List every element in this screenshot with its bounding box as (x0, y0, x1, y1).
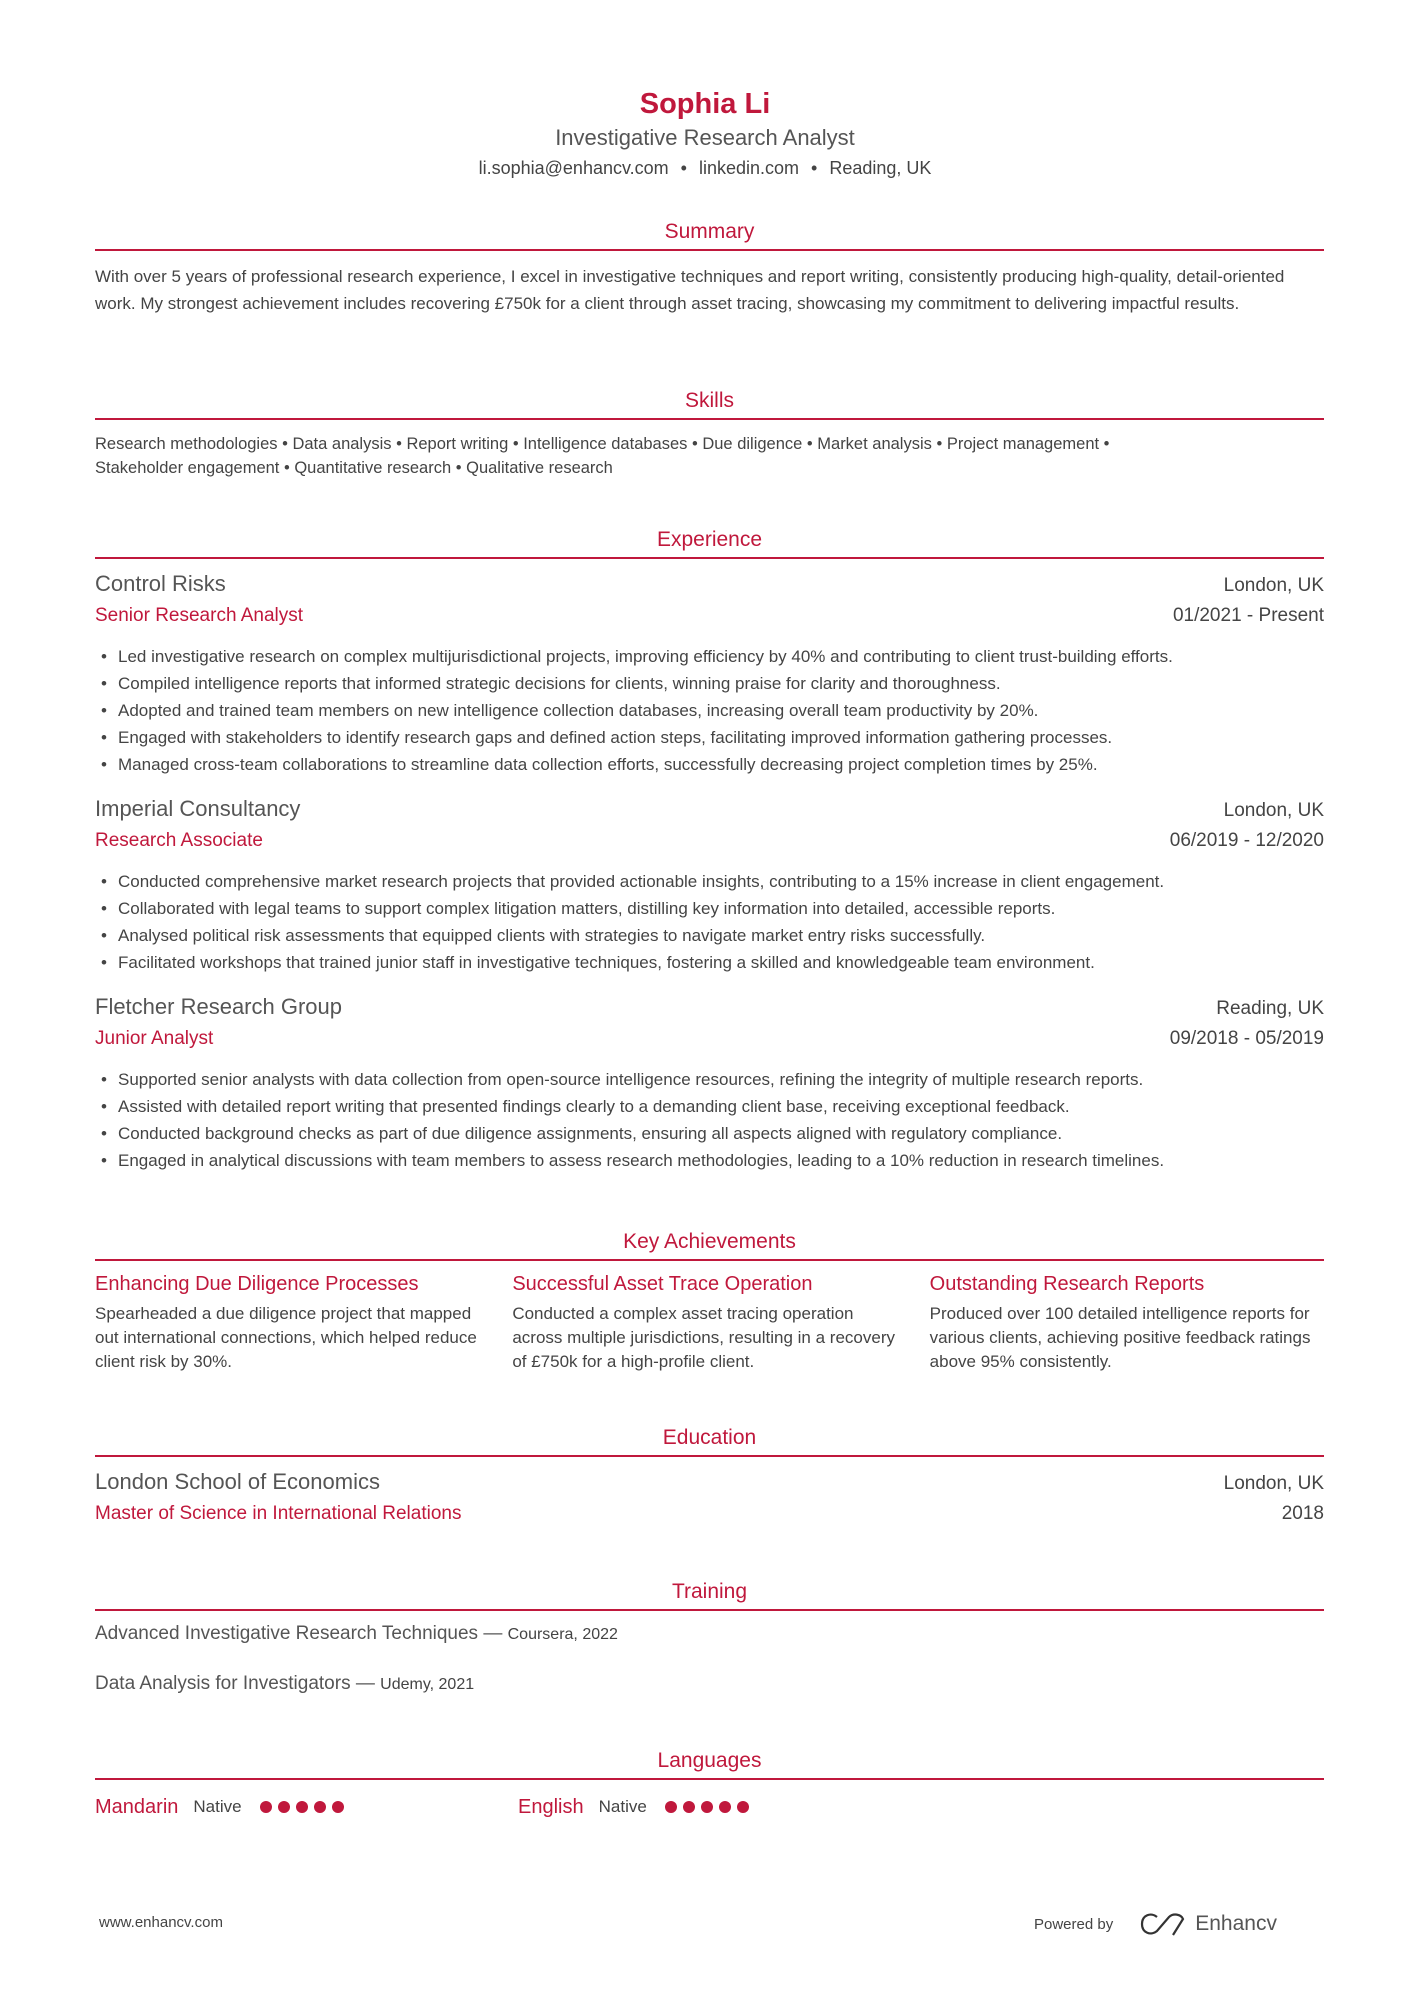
language-name: Mandarin (95, 1795, 179, 1818)
section-heading: Education (662, 1426, 757, 1449)
company-name: Fletcher Research Group (95, 994, 342, 1019)
summary-section (95, 217, 1324, 317)
separator: • (811, 158, 818, 178)
list-item (95, 868, 1324, 895)
candidate-title: Investigative Research Analyst (555, 125, 855, 150)
bullet-text: Collaborated with legal teams to support complex litigation matters, distilling key information into detailed, accessible reports. (118, 899, 1056, 918)
bullet-icon: • (101, 899, 107, 918)
section-heading: Training (671, 1580, 748, 1603)
section-heading: Summary (664, 220, 755, 243)
bullet-icon: • (101, 701, 107, 720)
school-location: London, UK (1223, 1473, 1324, 1494)
language-item (518, 1796, 941, 1819)
footer-website[interactable]: www.enhancv.com (99, 1914, 223, 1931)
job-location: London, UK (1223, 800, 1324, 821)
education-section (95, 1423, 1324, 1525)
bullet-icon: • (101, 1124, 107, 1143)
section-divider (95, 249, 1324, 251)
experience-entry (95, 994, 1324, 1174)
bullet-text: Led investigative research on complex multijurisdictional projects, improving efficiency by 40% and contributing to client trust-building efforts. (118, 647, 1173, 666)
language-item (95, 1796, 518, 1819)
language-level: Native (598, 1797, 647, 1816)
bullet-text: Compiled intelligence reports that informed strategic decisions for clients, winning praise for clarity and thoroughness. (118, 674, 1001, 693)
footer-powered-by (1034, 1911, 1277, 1937)
school-name: London School of Economics (95, 1469, 380, 1494)
proficiency-dot-icon (332, 1801, 344, 1813)
job-role: Senior Research Analyst (95, 605, 304, 626)
achievement-text: Produced over 100 detailed intelligence reports for various clients, achieving positive feedback ratings above 95% consistently. (929, 1304, 1311, 1371)
list-item (95, 922, 1324, 949)
section-divider (95, 557, 1324, 559)
training-section (95, 1577, 1324, 1723)
section-heading: Experience (656, 528, 763, 551)
job-dates: 09/2018 - 05/2019 (1169, 1028, 1324, 1049)
language-level: Native (193, 1797, 242, 1816)
achievement-item (95, 1273, 489, 1374)
bullet-icon: • (101, 872, 107, 891)
candidate-name: Sophia Li (639, 88, 771, 120)
list-item (95, 949, 1324, 976)
bullet-text: Supported senior analysts with data collection from open-source intelligence resources, refining the integrity of multiple research reports. (118, 1070, 1144, 1089)
bullet-text: Conducted background checks as part of due diligence assignments, ensuring all aspects aligned with regulatory compliance. (118, 1124, 1063, 1143)
dash: — (483, 1623, 503, 1644)
skills-line: Research methodologies • Data analysis • Report writing • Intelligence databases • Due diligence • Market analysis • Project management • (95, 435, 1110, 453)
bullet-icon: • (101, 1151, 107, 1170)
bullet-text: Engaged in analytical discussions with team members to assess research methodologies, leading to a 10% reduction in research timelines. (118, 1151, 1165, 1170)
language-name: English (518, 1795, 584, 1818)
company-name: Control Risks (95, 571, 226, 596)
section-heading: Key Achievements (623, 1230, 796, 1253)
experience-entry (95, 796, 1324, 976)
list-item (95, 670, 1324, 697)
separator: • (680, 158, 687, 178)
job-role: Research Associate (95, 830, 263, 851)
job-dates: 06/2019 - 12/2020 (1169, 830, 1324, 851)
achievement-text: Conducted a complex asset tracing operation across multiple jurisdictions, resulting in a recovery of £750k for a high-profile client. (512, 1304, 895, 1371)
proficiency-dot-icon (260, 1801, 272, 1813)
dash: — (355, 1673, 375, 1694)
skills-line: Stakeholder engagement • Quantitative research • Qualitative research (95, 459, 613, 477)
training-title: Data Analysis for Investigators (95, 1673, 351, 1694)
training-provider: Coursera, 2022 (507, 1626, 618, 1643)
list-item (95, 1093, 1324, 1120)
proficiency-dot-icon (296, 1801, 308, 1813)
contact-email[interactable]: li.sophia@enhancv.com (478, 158, 669, 178)
section-divider (95, 418, 1324, 420)
bullet-text: Facilitated workshops that trained junior staff in investigative techniques, fostering a skilled and knowledgeable team environment. (118, 953, 1095, 972)
proficiency-dot-icon (665, 1801, 677, 1813)
list-item (95, 1147, 1324, 1174)
list-item (95, 643, 1324, 670)
achievement-item (930, 1273, 1324, 1374)
bullet-icon: • (101, 647, 107, 666)
proficiency-dot-icon (683, 1801, 695, 1813)
section-divider (95, 1778, 1324, 1780)
bullet-icon: • (101, 1097, 107, 1116)
list-item (95, 697, 1324, 724)
list-item (95, 724, 1324, 751)
bullet-icon: • (101, 674, 107, 693)
bullet-list (95, 1066, 1324, 1174)
proficiency-dot-icon (737, 1801, 749, 1813)
enhancv-logo-icon (1139, 1911, 1187, 1937)
bullet-text: Assisted with detailed report writing that presented findings clearly to a demanding client base, receiving exceptional feedback. (118, 1097, 1070, 1116)
achievement-title: Successful Asset Trace Operation (512, 1273, 813, 1295)
brand-name: Enhancv (1195, 1912, 1277, 1935)
powered-by-label: Powered by (1034, 1915, 1114, 1933)
bullet-icon: • (101, 755, 107, 774)
bullet-icon: • (101, 728, 107, 747)
job-dates: 01/2021 - Present (1172, 605, 1324, 626)
contact-location: Reading, UK (829, 158, 932, 178)
experience-section (95, 525, 1324, 1192)
section-divider (95, 1259, 1324, 1261)
job-location: Reading, UK (1216, 998, 1324, 1019)
experience-entry (95, 571, 1324, 778)
proficiency-dot-icon (719, 1801, 731, 1813)
bullet-list (95, 643, 1324, 778)
bullet-icon: • (101, 953, 107, 972)
job-location: London, UK (1223, 575, 1324, 596)
summary-text: With over 5 years of professional research experience, I excel in investigative techniques and report writing, consistently producing high-quality, detail-oriented work. My strongest achievement includes recovering £750k for a client through asset tracing, showcasing my commitment to delivering impactful results. (95, 267, 1285, 313)
bullet-text: Managed cross-team collaborations to streamline data collection efforts, successfully decreasing project completion times by 25%. (118, 755, 1098, 774)
bullet-text: Analysed political risk assessments that equipped clients with strategies to navigate market entry risks successfully. (118, 926, 986, 945)
achievement-item (512, 1273, 906, 1374)
section-divider (95, 1455, 1324, 1457)
training-item (95, 1623, 1324, 1673)
training-item (95, 1673, 1324, 1723)
list-item (95, 895, 1324, 922)
contact-linkedin[interactable]: linkedin.com (698, 158, 800, 178)
proficiency-dot-icon (701, 1801, 713, 1813)
bullet-list (95, 868, 1324, 976)
achievement-title: Enhancing Due Diligence Processes (95, 1273, 419, 1295)
company-name: Imperial Consultancy (95, 796, 301, 821)
list-item (95, 1066, 1324, 1093)
section-heading: Skills (684, 389, 734, 412)
bullet-text: Engaged with stakeholders to identify research gaps and defined action steps, facilitating improved information gathering processes. (118, 728, 1113, 747)
degree: Master of Science in International Relations (95, 1503, 462, 1524)
graduation-year: 2018 (1281, 1503, 1324, 1524)
bullet-icon: • (101, 926, 107, 945)
section-divider (95, 1609, 1324, 1611)
proficiency-dot-icon (278, 1801, 290, 1813)
training-provider: Udemy, 2021 (380, 1676, 475, 1693)
languages-section (95, 1746, 1324, 1822)
achievement-text: Spearheaded a due diligence project that mapped out international connections, which helped reduce client risk by 30%. (95, 1304, 477, 1371)
bullet-text: Adopted and trained team members on new intelligence collection databases, increasing overall team productivity by 20%. (118, 701, 1039, 720)
skills-section (95, 386, 1324, 480)
list-item (95, 751, 1324, 778)
contact-info (0, 158, 1410, 179)
bullet-icon: • (101, 1070, 107, 1089)
bullet-text: Conducted comprehensive market research projects that provided actionable insights, contributing to a 15% increase in client engagement. (118, 872, 1165, 891)
achievements-section (95, 1227, 1324, 1374)
achievement-title: Outstanding Research Reports (929, 1273, 1205, 1295)
job-role: Junior Analyst (95, 1028, 214, 1049)
training-title: Advanced Investigative Research Techniques (95, 1623, 479, 1644)
list-item (95, 1120, 1324, 1147)
section-heading: Languages (657, 1749, 762, 1772)
proficiency-dot-icon (314, 1801, 326, 1813)
